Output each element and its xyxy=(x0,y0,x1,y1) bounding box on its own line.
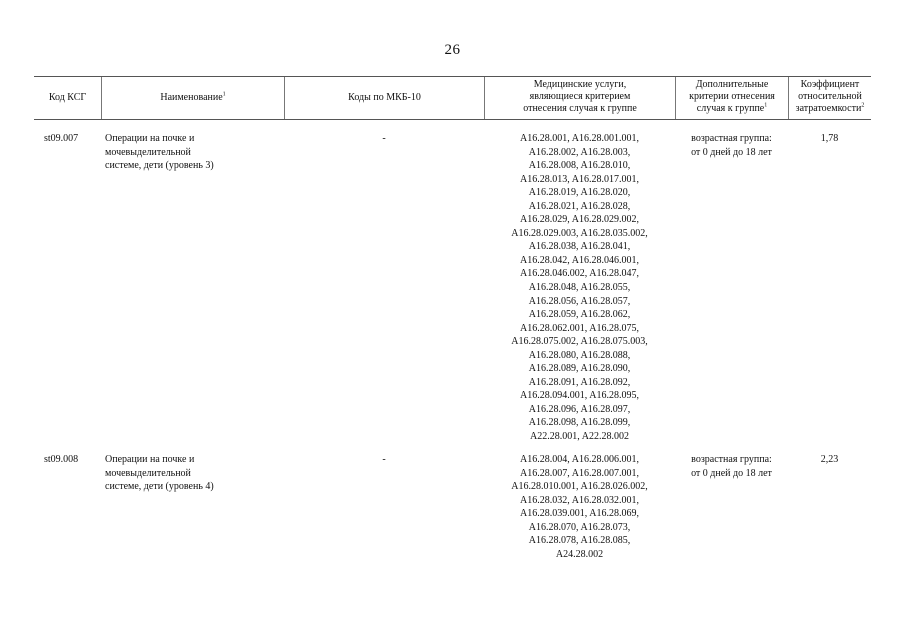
row-service-line: A16.28.042, A16.28.046.001, xyxy=(520,254,639,266)
row-service-line: A16.28.096, A16.28.097, xyxy=(528,403,631,415)
header-services xyxy=(484,77,675,119)
row-criteria xyxy=(675,453,788,561)
row-criteria-line: от 0 дней до 18 лет xyxy=(691,146,772,158)
row-service-line: A16.28.078, A16.28.085, xyxy=(528,535,631,547)
header-mkb-label: Коды по МКБ-10 xyxy=(348,92,421,103)
row-service-line: A22.28.001, A22.28.002 xyxy=(530,431,629,443)
row-service-line: A16.28.089, A16.28.090, xyxy=(528,363,631,375)
row-service-line: A16.28.010.001, A16.28.026.002, xyxy=(511,481,648,493)
row-service-line: A16.28.019, A16.28.020, xyxy=(528,187,631,199)
row-service-line: A16.28.008, A16.28.010, xyxy=(528,160,631,172)
row-mkb: - xyxy=(382,133,386,144)
row-service-line: A16.28.029.003, A16.28.035.002, xyxy=(511,227,648,239)
row-service-line: A16.28.094.001, A16.28.095, xyxy=(520,390,639,402)
row-service-line: A16.28.056, A16.28.057, xyxy=(528,295,631,307)
row-name-line: мочевыделительной xyxy=(105,146,191,158)
header-services-line: являющиеся критерием xyxy=(529,91,631,102)
row-service-line: A16.28.001, A16.28.001.001, xyxy=(520,133,639,144)
header-coef-footnote: 2 xyxy=(861,102,865,109)
row-service-line: A16.28.029, A16.28.029.002, xyxy=(520,214,639,226)
table-header xyxy=(34,76,871,120)
row-service-line: A24.28.002 xyxy=(555,548,604,560)
header-criteria-line: Дополнительные xyxy=(695,79,769,90)
row-service-line: A16.28.059, A16.28.062, xyxy=(528,309,631,321)
table-row xyxy=(34,453,871,561)
header-name-label: Наименование xyxy=(160,92,223,103)
row-service-line: A16.28.021, A16.28.028, xyxy=(528,200,631,212)
row-name-line: Операции на почке и xyxy=(105,133,195,144)
table-row xyxy=(34,132,871,444)
header-coef-line: Коэффициент xyxy=(800,79,860,90)
row-name-line: системе, дети (уровень 3) xyxy=(105,160,214,172)
header-name xyxy=(101,77,284,119)
header-criteria xyxy=(675,77,788,119)
row-service-line: A16.28.080, A16.28.088, xyxy=(528,349,631,361)
row-mkb: - xyxy=(382,454,386,465)
row-service-line: A16.28.091, A16.28.092, xyxy=(528,376,631,388)
row-name-line: мочевыделительной xyxy=(105,467,191,479)
row-code: st09.008 xyxy=(44,454,79,465)
row-service-line: A16.28.098, A16.28.099, xyxy=(528,417,631,429)
row-criteria-line: от 0 дней до 18 лет xyxy=(691,467,772,479)
row-code: st09.007 xyxy=(44,133,79,144)
header-code-label: Код КСГ xyxy=(48,92,87,103)
header-coef xyxy=(788,77,871,119)
header-code xyxy=(34,77,101,119)
row-coefficient: 2,23 xyxy=(820,454,839,465)
header-name-footnote: 1 xyxy=(222,91,226,98)
row-service-line: A16.28.038, A16.28.041, xyxy=(528,241,631,253)
header-services-line: отнесения случая к группе xyxy=(523,103,637,114)
row-criteria xyxy=(675,132,788,444)
row-services xyxy=(484,453,675,561)
row-service-line: A16.28.004, A16.28.006.001, xyxy=(520,454,639,465)
row-service-line: A16.28.062.001, A16.28.075, xyxy=(520,322,639,334)
row-name xyxy=(101,132,284,444)
header-mkb xyxy=(284,77,484,119)
row-service-line: A16.28.046.002, A16.28.047, xyxy=(520,268,639,280)
header-criteria-line: критерии отнесения xyxy=(689,91,775,102)
row-service-line: A16.28.032, A16.28.032.001, xyxy=(520,494,639,506)
row-service-line: A16.28.002, A16.28.003, xyxy=(528,146,631,158)
row-name-line: Операции на почке и xyxy=(105,454,195,465)
row-name xyxy=(101,453,284,561)
row-criteria-line: возрастная группа: xyxy=(691,133,772,144)
row-service-line: A16.28.070, A16.28.073, xyxy=(528,521,631,533)
row-service-line: A16.28.048, A16.28.055, xyxy=(528,282,631,294)
row-service-line: A16.28.039.001, A16.28.069, xyxy=(520,508,639,520)
row-service-line: A16.28.013, A16.28.017.001, xyxy=(520,173,639,185)
page-number: 26 xyxy=(444,42,461,58)
row-service-line: A16.28.075.002, A16.28.075.003, xyxy=(511,336,648,348)
header-services-line: Медицинские услуги, xyxy=(533,79,627,90)
header-coef-line: относительной xyxy=(798,91,862,102)
row-services xyxy=(484,132,675,444)
row-service-line: A16.28.007, A16.28.007.001, xyxy=(520,467,639,479)
row-criteria-line: возрастная группа: xyxy=(691,454,772,465)
header-coef-line: затратоемкости xyxy=(795,103,862,114)
header-criteria-line: случая к группе xyxy=(696,103,765,114)
row-name-line: системе, дети (уровень 4) xyxy=(105,481,214,493)
row-coefficient: 1,78 xyxy=(820,133,839,144)
header-criteria-footnote: 1 xyxy=(764,102,768,109)
